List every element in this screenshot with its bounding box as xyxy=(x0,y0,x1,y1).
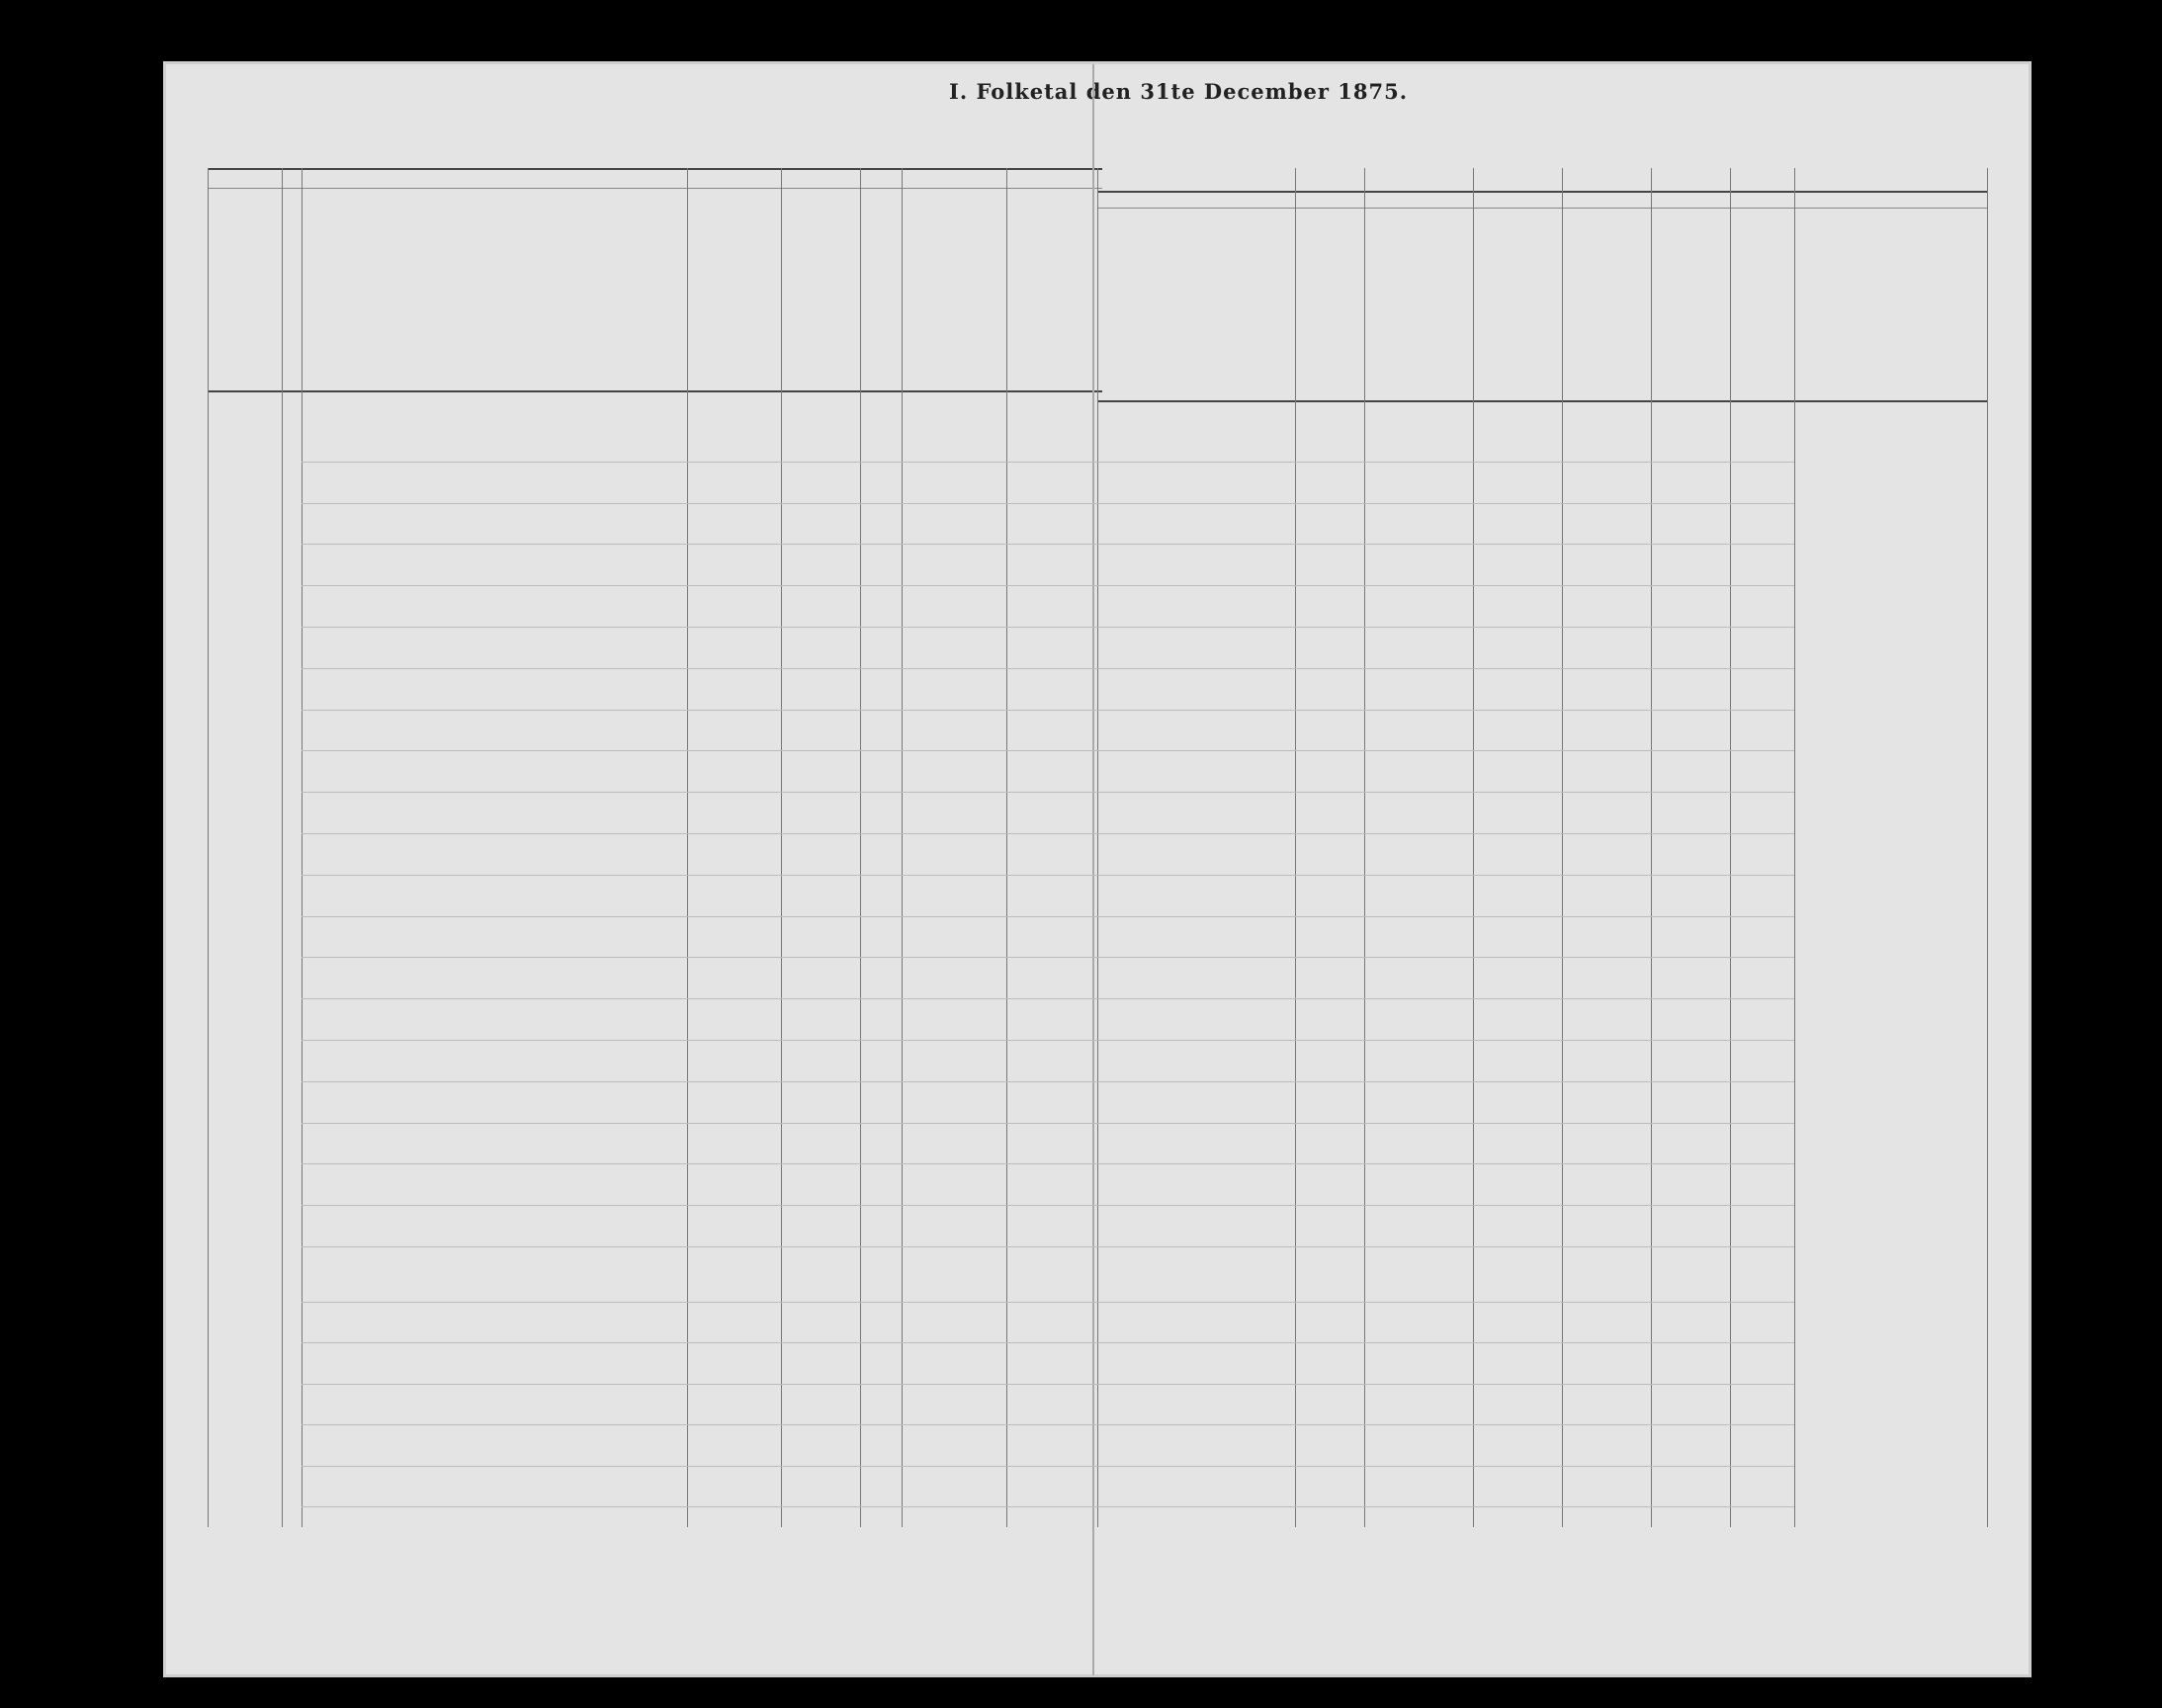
column-header xyxy=(1009,193,1094,371)
form-title: I. Folketal den 31te December 1875. xyxy=(949,79,1409,104)
column-header xyxy=(1654,213,1727,390)
colnum-rule-left xyxy=(208,188,1102,189)
column-divider xyxy=(302,168,303,1527)
column-header xyxy=(1367,213,1470,390)
column-header xyxy=(1476,213,1559,390)
row-rule xyxy=(302,1081,1794,1082)
column-divider xyxy=(1562,168,1563,1527)
column-header xyxy=(905,193,1003,371)
column-divider xyxy=(282,168,283,1527)
column-header xyxy=(863,193,899,371)
row-rule xyxy=(302,792,1794,793)
row-rule xyxy=(302,1342,1794,1343)
row-rule xyxy=(302,1466,1794,1467)
row-rule xyxy=(302,1302,1794,1303)
top-rule-right xyxy=(1097,191,1987,193)
column-header xyxy=(304,193,684,371)
column-divider xyxy=(860,168,861,1527)
column-divider xyxy=(687,168,688,1527)
row-rule xyxy=(302,1424,1794,1425)
column-divider xyxy=(1295,168,1296,1527)
row-rule xyxy=(302,1123,1794,1124)
column-divider xyxy=(208,168,209,1527)
column-header xyxy=(1797,213,1984,390)
column-divider xyxy=(1364,168,1365,1527)
column-divider xyxy=(1006,168,1007,1527)
row-rule xyxy=(302,627,1794,628)
row-rule xyxy=(302,1040,1794,1041)
row-rule xyxy=(302,1163,1794,1164)
column-divider xyxy=(1473,168,1474,1527)
row-rule xyxy=(302,1246,1794,1247)
column-divider xyxy=(781,168,782,1527)
top-rule-left xyxy=(208,168,1102,170)
column-divider xyxy=(1794,168,1795,1527)
column-header xyxy=(690,193,778,371)
column-header xyxy=(1298,213,1361,390)
column-header xyxy=(211,193,279,371)
header-bottom-rule-right xyxy=(1097,400,1987,402)
column-divider xyxy=(902,168,903,1527)
column-divider xyxy=(1097,168,1098,1527)
column-divider xyxy=(1651,168,1652,1527)
column-header xyxy=(285,193,299,371)
row-rule xyxy=(302,833,1794,834)
column-divider xyxy=(1987,168,1988,1527)
column-header xyxy=(784,193,857,371)
row-rule xyxy=(302,544,1794,545)
row-rule xyxy=(302,1205,1794,1206)
row-rule xyxy=(302,462,1794,463)
row-rule xyxy=(302,1384,1794,1385)
row-rule xyxy=(302,585,1794,586)
row-rule xyxy=(302,957,1794,958)
row-rule xyxy=(302,1506,1794,1507)
column-header xyxy=(1565,213,1648,390)
row-rule xyxy=(302,668,1794,669)
row-rule xyxy=(302,875,1794,876)
column-divider xyxy=(1730,168,1731,1527)
row-rule xyxy=(302,750,1794,751)
row-rule xyxy=(302,710,1794,711)
header-bottom-rule-left xyxy=(208,390,1102,392)
row-rule xyxy=(302,916,1794,917)
row-rule xyxy=(302,503,1794,504)
row-rule xyxy=(302,998,1794,999)
column-header xyxy=(1100,213,1292,390)
column-header xyxy=(1733,213,1791,390)
colnum-rule-right xyxy=(1097,208,1987,209)
